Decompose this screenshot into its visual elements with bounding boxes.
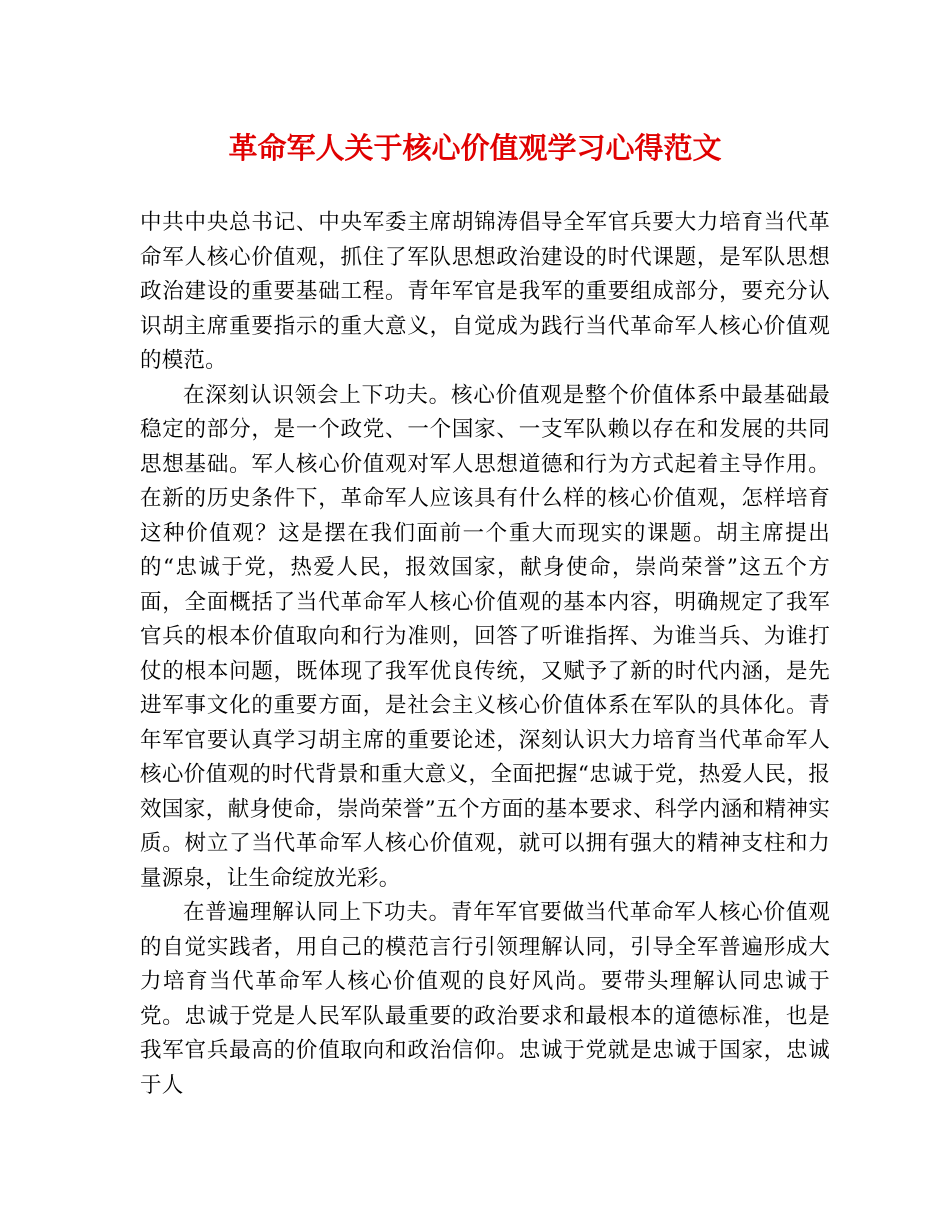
paragraph-identification: 在普遍理解认同上下功夫。青年军官要做当代革命军人核心价值观的自觉实践者，用自己的模范言行引领理解认同，引导全军普遍形成大力培育当代革命军人核心价值观的良好风尚。要带头理解认同忠诚于党。忠诚于党是人民军队最重要的政治要求和最根本的道德标准，也是我军官兵最高的价值取向和政治信仰。忠诚于党就是忠诚于国家，忠诚于人 [140, 900, 830, 1098]
paragraph-intro: 中共中央总书记、中央军委主席胡锦涛倡导全军官兵要大力培育当代革命军人核心价值观，抓住了军队思想政治建设的时代课题，是军队思想政治建设的重要基础工程。青年军官是我军的重要组成部分，要充分认识胡主席重要指示的重大意义，自觉成为践行当代革命军人核心价值观的模范。 [140, 210, 830, 373]
paragraph-understanding: 在深刻认识领会上下功夫。核心价值观是整个价值体系中最基础最稳定的部分，是一个政党、一个国家、一支军队赖以存在和发展的共同思想基础。军人核心价值观对军人思想道德和行为方式起着主导作用。在新的历史条件下，革命军人应该具有什么样的核心价值观，怎样培育这种价值观？这是摆在我们面前一个重大而现实的课题。胡主席提出的“忠诚于党，热爱人民，报效国家，献身使命，崇尚荣誉”这五个方面，全面概括了当代革命军人核心价值观的基本内容，明确规定了我军官兵的根本价值取向和行为准则，回答了听谁指挥、为谁当兵、为谁打仗的根本问题，既体现了我军优良传统，又赋予了新的时代内涵，是先进军事文化的重要方面，是社会主义核心价值体系在军队的具体化。青年军官要认真学习胡主席的重要论述，深刻认识大力培育当代革命军人核心价值观的时代背景和重大意义，全面把握“忠诚于党，热爱人民，报效国家，献身使命，崇尚荣誉”五个方面的基本要求、科学内涵和精神实质。树立了当代革命军人核心价值观，就可以拥有强大的精神支柱和力量源泉，让生命绽放光彩。 [140, 382, 830, 891]
document-title: 革命军人关于核心价值观学习心得范文 [228, 131, 722, 165]
document-body [140, 206, 830, 1103]
